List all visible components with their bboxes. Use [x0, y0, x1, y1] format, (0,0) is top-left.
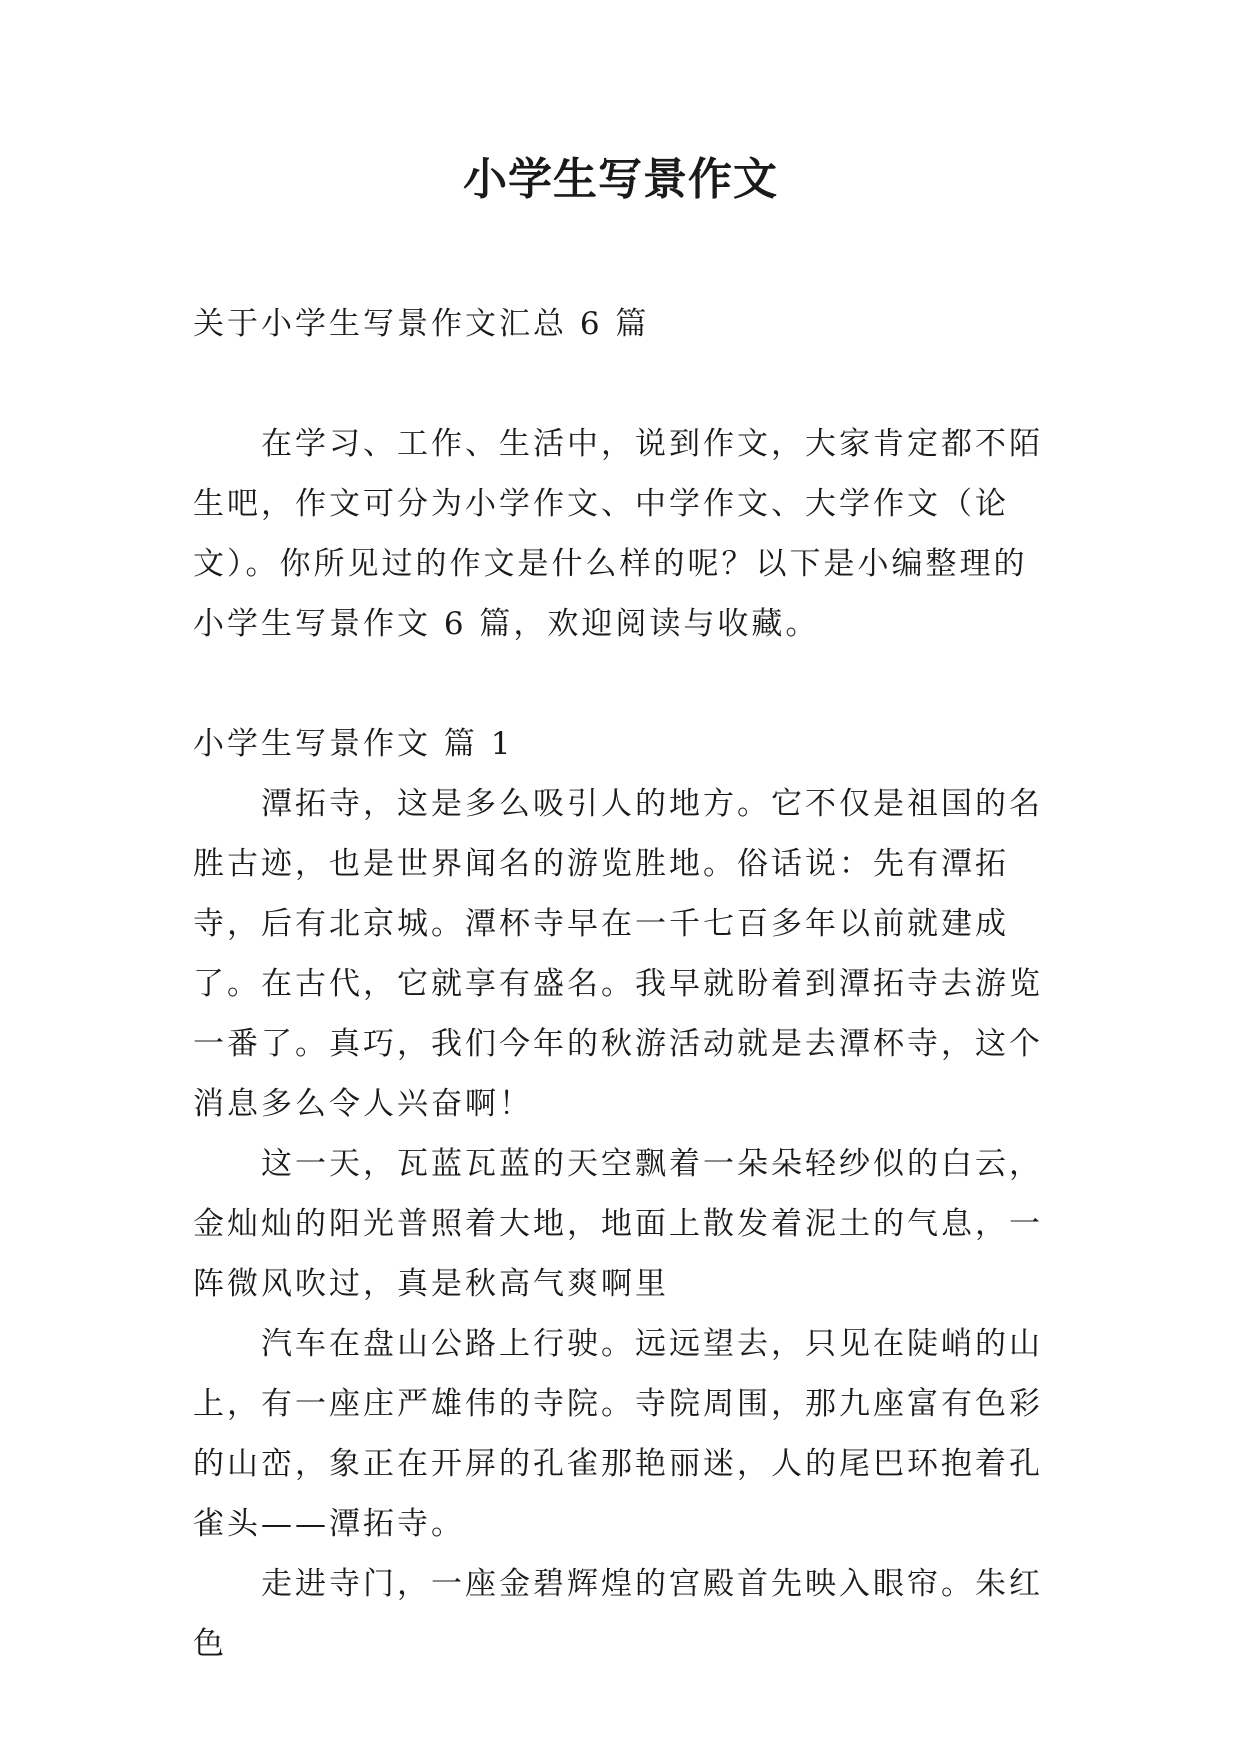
- document-body: [193, 294, 1055, 1674]
- body-paragraph: 这一天，瓦蓝瓦蓝的天空飘着一朵朵轻纱似的白云，金灿灿的阳光普照着大地，地面上散发着泥土的气息，一阵微风吹过，真是秋高气爽啊里: [193, 1146, 1043, 1302]
- section-heading: 小学生写景作文 篇 1: [193, 726, 514, 762]
- intro-paragraph: 在学习、工作、生活中，说到作文，大家肯定都不陌生吧，作文可分为小学作文、中学作文、大学作文（论文）。你所见过的作文是什么样的呢？以下是小编整理的小学生写景作文 6 篇，欢迎阅读与收藏。: [193, 426, 1043, 642]
- body-paragraph: 潭拓寺，这是多么吸引人的地方。它不仅是祖国的名胜古迹，也是世界闻名的游览胜地。俗话说：先有潭拓寺，后有北京城。潭杯寺早在一千七百多年以前就建成了。在古代，它就享有盛名。我早就盼着到潭拓寺去游览一番了。真巧，我们今年的秋游活动就是去潭杯寺，这个消息多么令人兴奋啊！: [193, 786, 1043, 1122]
- document-title: 小学生写景作文: [463, 154, 778, 205]
- body-paragraph: 走进寺门，一座金碧辉煌的宫殿首先映入眼帘。朱红色: [193, 1566, 1043, 1662]
- document-subtitle: 关于小学生写景作文汇总 6 篇: [193, 306, 650, 342]
- body-paragraph: 汽车在盘山公路上行驶。远远望去，只见在陡峭的山上，有一座庄严雄伟的寺院。寺院周围，那九座富有色彩的山峦，象正在开屏的孔雀那艳丽迷，人的尾巴环抱着孔雀头——潭拓寺。: [193, 1326, 1043, 1542]
